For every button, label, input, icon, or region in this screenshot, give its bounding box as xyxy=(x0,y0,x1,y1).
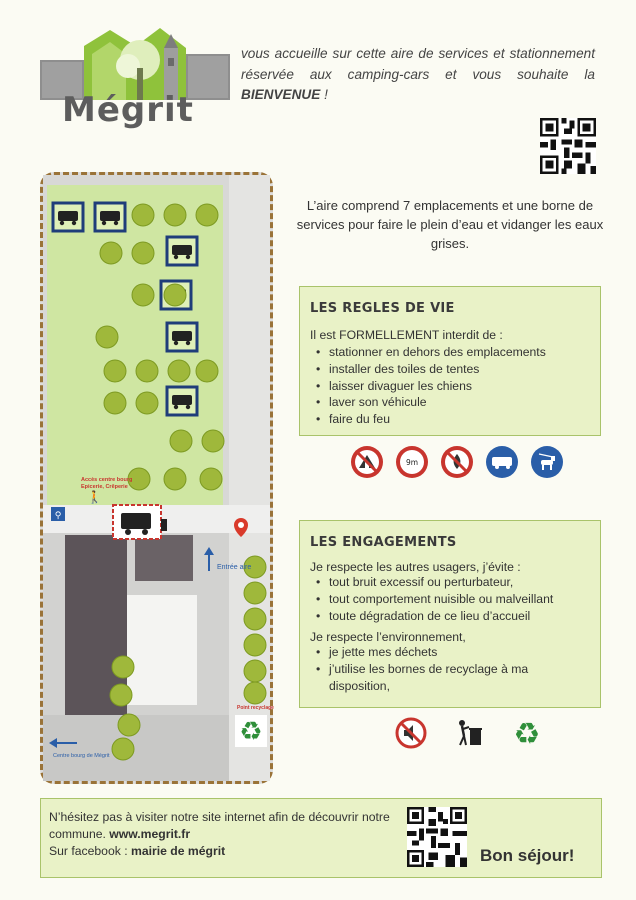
tree-icon xyxy=(168,360,190,382)
tree-icon xyxy=(104,360,126,382)
tree-icon xyxy=(112,738,134,760)
no-camping-sign-icon xyxy=(350,445,384,479)
qr-code-icon[interactable] xyxy=(540,118,596,174)
list-item: • laver son véhicule xyxy=(310,394,590,411)
rules-signs xyxy=(350,445,564,479)
list-item: • stationner en dehors des emplacements xyxy=(310,344,590,361)
tree-icon xyxy=(244,660,266,682)
website-link[interactable]: www.megrit.fr xyxy=(109,827,191,841)
svg-text:♻: ♻ xyxy=(239,717,263,747)
tree-icon xyxy=(100,242,122,264)
list-item: • laisser divaguer les chiens xyxy=(310,378,590,395)
list-item: • je jette mes déchets xyxy=(310,644,590,661)
rules-list xyxy=(310,344,590,428)
trash-bin-icon xyxy=(452,716,486,750)
walking-person-icon: 🚶 xyxy=(87,490,102,504)
engagements-panel xyxy=(299,520,601,708)
no-fire-sign-icon xyxy=(440,445,474,479)
map-label-centre: Centre bourg de Mégrit xyxy=(53,753,110,759)
recycling-point-icon xyxy=(235,715,267,747)
list-item: • j’utilise les bornes de recyclage à ma disposition, xyxy=(310,661,590,695)
qr-code-icon[interactable] xyxy=(407,807,467,867)
tree-icon xyxy=(244,608,266,630)
camping-car-pitch-icon xyxy=(95,203,125,231)
site-description: L’aire comprend 7 emplacements et une borne de services pour faire le plein d’eau et vidanger les eaux grises. xyxy=(296,198,604,251)
tree-icon xyxy=(244,634,266,656)
tree-icon xyxy=(244,682,266,704)
rules-panel xyxy=(299,286,601,436)
tree-icon xyxy=(164,204,186,226)
welcome-line: vous accueille sur cette aire de services et stationnement réservée aux camping-cars et vous souhaite la xyxy=(241,46,595,82)
site-map-drawing xyxy=(43,175,274,781)
engagements-title: LES ENGAGEMENTS xyxy=(310,535,457,550)
site-map xyxy=(40,172,273,784)
engagements-lead2: Je respecte l’environnement, xyxy=(310,630,466,645)
closing-greeting: Bon séjour! xyxy=(480,846,575,865)
list-item: • installer des toiles de tentes xyxy=(310,361,590,378)
list-item: • tout bruit excessif ou perturbateur, xyxy=(310,574,590,591)
svg-text:♻: ♻ xyxy=(513,717,541,752)
tree-icon xyxy=(136,392,158,414)
welcome-text xyxy=(241,44,595,106)
service-station-icon xyxy=(113,505,167,539)
recycling-icon xyxy=(510,716,544,750)
tree-icon xyxy=(244,582,266,604)
map-label-entree: Entrée aire xyxy=(217,564,252,571)
tree-icon xyxy=(118,714,140,736)
map-label-epicerie: Epicerie, Crêperie xyxy=(81,484,128,490)
tree-icon xyxy=(170,430,192,452)
tree-icon xyxy=(132,204,154,226)
welcome-end: ! xyxy=(320,87,328,102)
camping-car-pitch-icon xyxy=(53,203,83,231)
engagement-signs xyxy=(394,716,544,750)
tree-icon xyxy=(164,468,186,490)
tree-icon xyxy=(200,468,222,490)
tree-icon xyxy=(196,360,218,382)
max-length-sign-icon xyxy=(395,445,429,479)
rules-title: LES REGLES DE VIE xyxy=(310,301,455,316)
tree-icon xyxy=(132,242,154,264)
list-item: • faire du feu xyxy=(310,411,590,428)
list-item: • tout comportement nuisible ou malveillant xyxy=(310,591,590,608)
facebook-label: Sur facebook : xyxy=(49,844,131,858)
map-label-recyclage: Point recyclage xyxy=(237,705,274,711)
engagements-list1 xyxy=(310,574,590,624)
tree-icon xyxy=(136,360,158,382)
footer-text xyxy=(49,809,409,860)
rules-lead: Il est FORMELLEMENT interdit de : xyxy=(310,328,503,342)
tree-icon xyxy=(164,284,186,306)
logo-wordmark: Mégrit xyxy=(62,90,194,130)
footer-line1: N’hésitez pas à visiter notre site internet afin de découvrir notre commune. xyxy=(49,810,390,841)
tree-icon xyxy=(132,284,154,306)
tree-icon xyxy=(202,430,224,452)
tree-icon xyxy=(196,204,218,226)
list-item: • toute dégradation de ce lieu d’accueil xyxy=(310,608,590,625)
tree-icon xyxy=(112,656,134,678)
camping-car-pitch-icon xyxy=(167,323,197,351)
engagements-list2 xyxy=(310,644,590,694)
max-length-text: 9m xyxy=(405,458,419,467)
facebook-link[interactable]: mairie de mégrit xyxy=(130,844,226,858)
no-noise-sign-icon xyxy=(394,716,428,750)
svg-text:⚲: ⚲ xyxy=(54,511,62,521)
tree-icon xyxy=(110,684,132,706)
toilets-icon xyxy=(51,507,65,521)
tree-icon xyxy=(96,326,118,348)
campervan-sign-icon xyxy=(485,445,519,479)
welcome-emphasis: BIENVENUE xyxy=(241,87,321,102)
tree-icon xyxy=(104,392,126,414)
engagements-lead1: Je respecte les autres usagers, j’évite : xyxy=(310,560,521,574)
camping-car-pitch-icon xyxy=(167,237,197,265)
footer-panel xyxy=(40,798,602,878)
camping-car-pitch-icon xyxy=(167,387,197,415)
map-label-acces: Accès centre bourg xyxy=(81,477,133,483)
dog-leash-sign-icon xyxy=(530,445,564,479)
